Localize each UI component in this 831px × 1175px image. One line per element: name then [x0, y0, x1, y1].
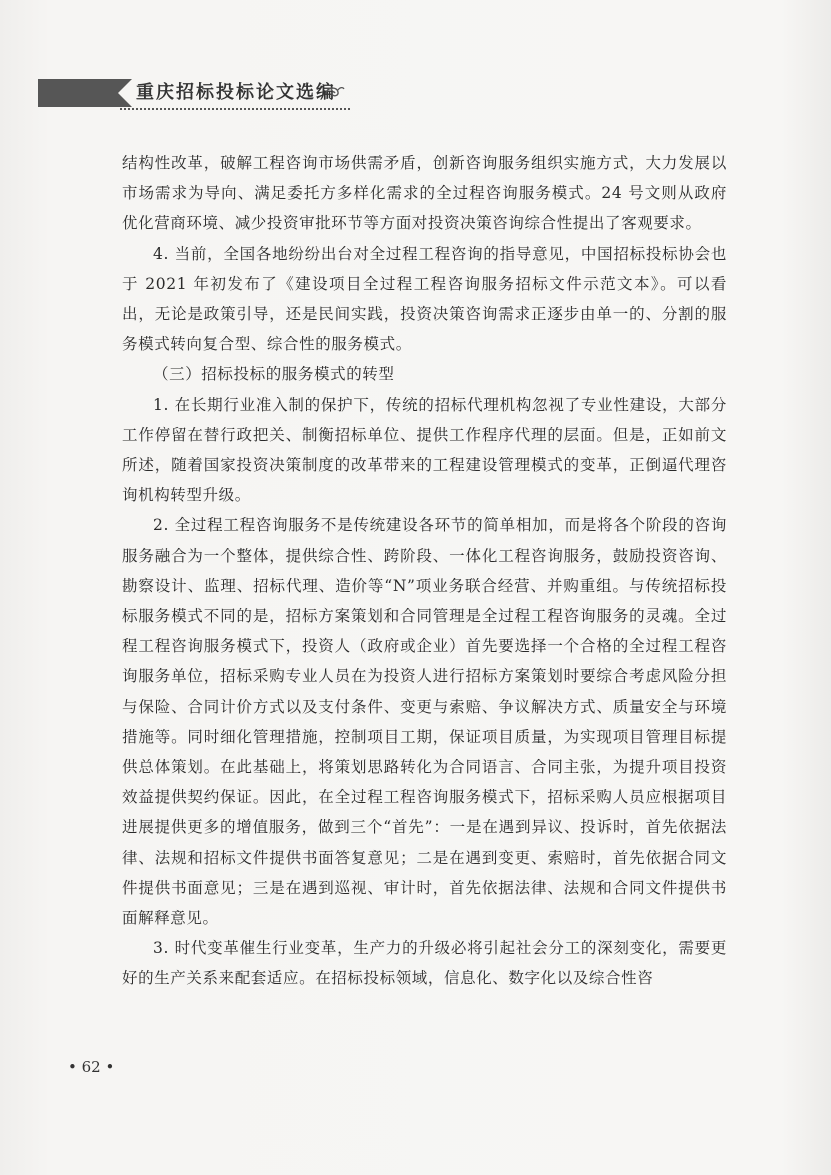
section-heading: （三）招标投标的服务模式的转型 — [153, 365, 395, 384]
paragraph-item-2: 2. 全过程工程咨询服务不是传统建设各环节的简单相加，而是将各个阶段的咨询服务融合为一个整体，提供综合性、跨阶段、一体化工程咨询服务，鼓励投资咨询、勘察设计、监理、招标代理、造价等“N”项业务联合经营、并购重组。与传统招标投标服务模式不同的是，招标方案策划和合同管理是全过程工程咨询服务的灵魂。全过程工程咨询服务模式下，投资人（政府或企业）首先要选择一个合格的全过程工程咨询服务单位，招标采购专业人员在为投资人进行招标方案策划时要综合考虑风险分担与保险、合同计价方式以及支付条件、变更与索赔、争议解决方式、质量安全与环境措施等。同时细化管理措施，控制项目工期，保证项目质量，为实现项目管理目标提供总体策划。在此基础上，将策划思路转化为合同语言、合同主张，为提升项目投资效益提供契约保证。因此，在全过程工程咨询服务模式下，招标采购人员应根据项目进展提供更多的增值服务，做到三个“首先”：一是在遇到异议、投诉时，首先依据法律、法规和招标文件提供书面答复意见；二是在遇到变更、索赔时，首先依据合同文件提供书面意见；三是在遇到巡视、审计时，首先依据法律、法规和合同文件提供书面解释意见。 — [122, 516, 727, 928]
running-header-title: 重庆招标投标论文选编 — [136, 82, 336, 103]
paragraph-item-4: 4. 当前，全国各地纷纷出台对全过程工程咨询的指导意见，中国招标投标协会也于 2021 年初发布了《建设项目全过程工程咨询服务招标文件示范文本》。可以看出，无论是政策引导，还是民间实践，投资决策咨询需求正逐步由单一的、分割的服务模式转向复合型、综合性的服务模式。 — [122, 244, 727, 354]
paragraph-continuation: 结构性改革，破解工程咨询市场供需矛盾，创新咨询服务组织实施方式，大力发展以市场需求为导向、满足委托方多样化需求的全过程咨询服务模式。24 号文则从政府优化营商环境、减少投资审批环节等方面对投资决策咨询综合性提出了客观要求。 — [122, 154, 727, 233]
header-band — [38, 79, 118, 107]
paragraph-item-1: 1. 在长期行业准入制的保护下，传统的招标代理机构忽视了专业性建设，大部分工作停留在替行政把关、制衡招标单位、提供工作程序代理的层面。但是，正如前文所述，随着国家投资决策制度的改革带来的工程建设管理模式的变革，正倒逼代理咨询机构转型升级。 — [122, 395, 727, 505]
swirl-ornament-icon — [323, 82, 345, 102]
page-number: • 62 • — [68, 1058, 115, 1076]
paragraph-item-3: 3. 时代变革催生行业变革，生产力的升级必将引起社会分工的深刻变化，需要更好的生产关系来配套适应。在招标投标领域，信息化、数字化以及综合性咨 — [122, 939, 727, 988]
header-dotted-rule — [120, 108, 350, 110]
body-text — [122, 148, 727, 994]
